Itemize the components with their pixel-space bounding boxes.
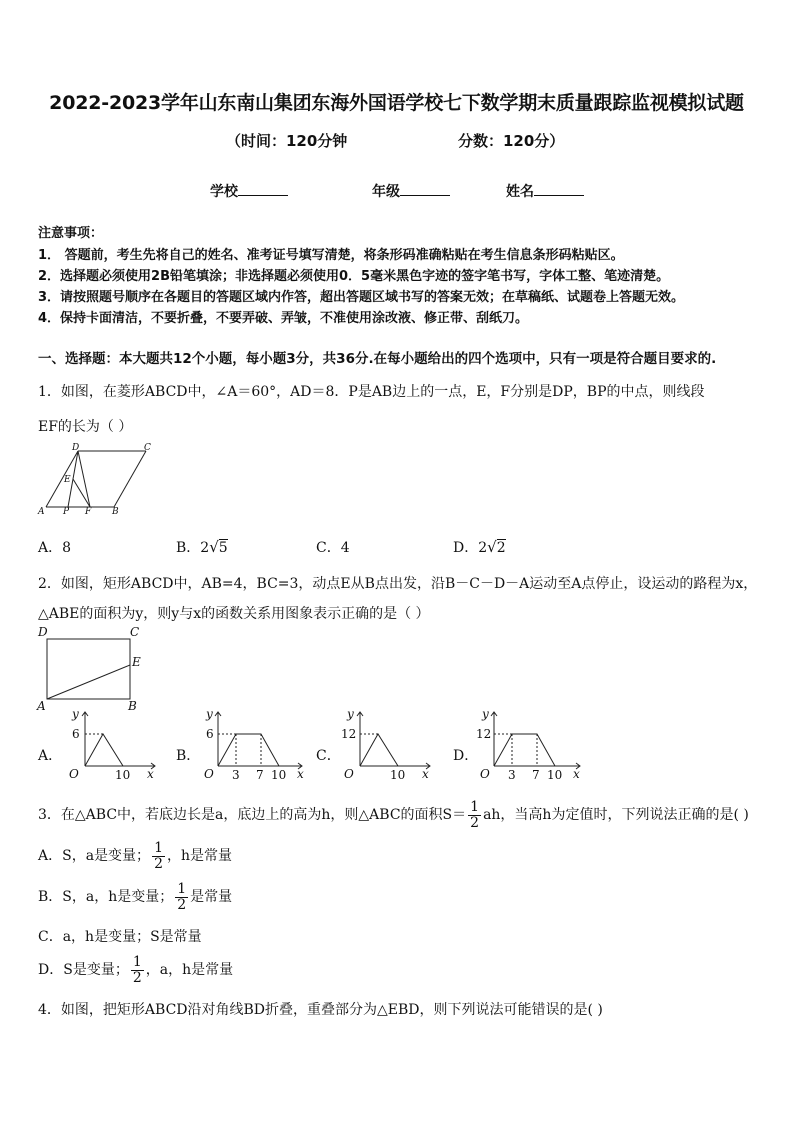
school-label: 学校 <box>210 184 238 200</box>
q3-option-a: A．S，a是变量； $\frac{1}{2}$ ，h是常量 <box>38 839 233 872</box>
svg-text:O: O <box>344 767 354 781</box>
q2-option-d-graph <box>470 704 588 786</box>
q3-option-b: B．S，a，h是变量； $\frac{1}{2}$ 是常量 <box>38 880 233 913</box>
q2-option-c-graph <box>330 704 440 786</box>
note-item: 2．选择题必须使用2B铅笔填涂；非选择题必须使用0．5毫米黑色字迹的签字笔书写，字体工整、笔迹清楚。 <box>38 269 670 284</box>
label-C: C <box>144 443 151 453</box>
name-label: 姓名 <box>506 184 534 200</box>
note-item: 1． 答题前，考生先将自己的姓名、准考证号填写清楚，将条形码准确粘贴在考生信息条形码粘贴区。 <box>38 248 624 263</box>
svg-text:O: O <box>204 767 214 781</box>
q1-option-c: C．4 <box>316 540 350 556</box>
q2-option-c-label: C． <box>316 748 341 764</box>
question-2-text-cont: △ABE的面积为y，则y与x的函数关系用图象表示正确的是（ ） <box>38 606 430 622</box>
svg-text:7: 7 <box>532 768 540 782</box>
grade-field <box>372 181 450 201</box>
svg-text:y: y <box>206 707 213 721</box>
note-item: 4．保持卡面清洁，不要折叠，不要弄破、弄皱，不准使用涂改液、修正带、刮纸刀。 <box>38 311 529 326</box>
label-D: D <box>38 625 48 639</box>
question-3-text: 3．在△ABC中，若底边长是a，底边上的高为h，则△ABC的面积S＝ $\frac{1}{2}$ ah，当高h为定值时，下列说法正确的是( ) <box>38 798 749 831</box>
svg-text:x: x <box>147 767 154 781</box>
rhombus-figure <box>34 440 164 520</box>
svg-text:3: 3 <box>508 768 516 782</box>
svg-text:y: y <box>347 707 354 721</box>
school-blank <box>238 183 288 196</box>
question-1-text-cont: EF的长为（ ） <box>38 419 133 435</box>
label-E: E <box>132 655 141 669</box>
page-title: 2022-2023学年山东南山集团东海外国语学校七下数学期末质量跟踪监视模拟试题 <box>49 92 744 114</box>
svg-text:x: x <box>573 767 580 781</box>
q3-option-c: C．a，h是变量；S是常量 <box>38 929 202 945</box>
section-heading: 一、选择题：本大题共12个小题，每小题3分，共36分.在每小题给出的四个选项中，只有一项是符合题目要求的. <box>38 351 717 367</box>
question-1-text: 1．如图，在菱形ABCD中，∠A＝60°，AD＝8．P是AB边上的一点，E，F分别是DP，BP的中点，则线段 <box>38 384 705 400</box>
label-P: P <box>63 507 70 517</box>
label-E: E <box>64 475 71 485</box>
exam-score: 分数：120分） <box>458 132 565 150</box>
q2-option-b-graph <box>194 704 309 786</box>
question-4-text: 4．如图，把矩形ABCD沿对角线BD折叠，重叠部分为△EBD，则下列说法可能错误的是( ) <box>38 1002 603 1018</box>
svg-text:O: O <box>480 767 490 781</box>
name-field <box>506 181 584 201</box>
svg-text:12: 12 <box>341 727 357 741</box>
label-F: F <box>85 507 92 517</box>
svg-text:10: 10 <box>115 768 131 782</box>
svg-text:O: O <box>69 767 79 781</box>
label-B: B <box>112 507 119 517</box>
exam-time: （时间：120分钟 <box>226 132 348 150</box>
svg-text:y: y <box>72 707 79 721</box>
svg-text:7: 7 <box>256 768 264 782</box>
q2-option-a-graph <box>55 704 165 786</box>
label-B: B <box>128 699 137 713</box>
svg-text:6: 6 <box>72 727 80 741</box>
q1-option-b: B．2√5 <box>176 538 228 556</box>
svg-text:x: x <box>297 767 304 781</box>
question-2-text: 2．如图，矩形ABCD中，AB=4，BC=3，动点E从B点出发，沿B－C－D－A运动至A点停止，设运动的路程为x， <box>38 576 758 592</box>
notes-heading: 注意事项： <box>38 226 104 241</box>
grade-label: 年级 <box>372 184 400 200</box>
label-D: D <box>72 443 80 453</box>
rectangle-figure <box>34 624 154 714</box>
svg-text:x: x <box>422 767 429 781</box>
svg-text:3: 3 <box>232 768 240 782</box>
label-A: A <box>37 699 46 713</box>
svg-text:y: y <box>482 707 489 721</box>
q2-option-a-label: A． <box>38 748 63 764</box>
svg-text:6: 6 <box>206 727 214 741</box>
q2-option-d-label: D． <box>453 748 479 764</box>
label-C: C <box>130 625 140 639</box>
school-field <box>210 181 288 201</box>
svg-text:10: 10 <box>547 768 563 782</box>
svg-text:12: 12 <box>476 727 492 741</box>
q2-option-b-label: B． <box>176 748 201 764</box>
q1-option-d: D．2√2 <box>453 538 506 556</box>
svg-text:10: 10 <box>390 768 406 782</box>
name-blank <box>534 183 584 196</box>
note-item: 3．请按照题号顺序在各题目的答题区域内作答，超出答题区域书写的答案无效；在草稿纸、试题卷上答题无效。 <box>38 290 685 305</box>
svg-text:10: 10 <box>271 768 287 782</box>
label-A: A <box>38 507 45 517</box>
q1-option-a: A．8 <box>38 540 72 556</box>
grade-blank <box>400 183 450 196</box>
q3-option-d: D．S是变量； $\frac{1}{2}$ ，a，h是常量 <box>38 953 234 986</box>
